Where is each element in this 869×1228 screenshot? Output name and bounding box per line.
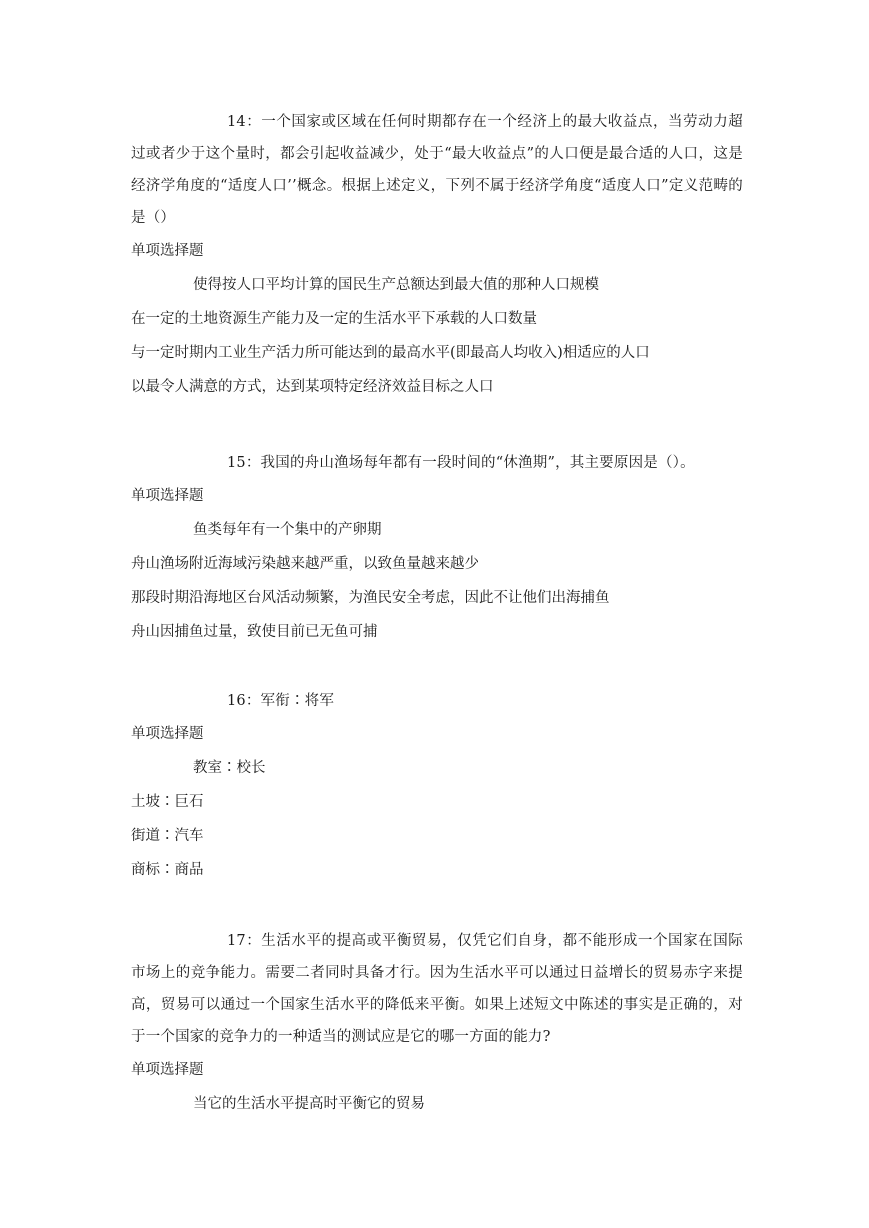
question-text: 17：生活水平的提高或平衡贸易，仅凭它们自身，都不能形成一个国家在国际市场上的竞争能力。需要二者同时具备才行。因为生活水平可以通过日益增长的贸易赤字来提高，贸易可以通过一个国家生活水平的降低来平衡。如果上述短文中陈述的事实是正确的，对于一个国家的竞争力的一种适当的测试应是它的哪一方面的能力? [131,933,743,1045]
option-a: 鱼类每年有一个集中的产卵期 [193,522,382,538]
question-type: 单项选择题 [131,726,204,742]
option-a: 教室∶校长 [193,760,266,776]
option-c: 那段时期沿海地区台风活动频繁，为渔民安全考虑，因此不让他们出海捕鱼 [131,590,610,606]
option-a: 当它的生活水平提高时平衡它的贸易 [193,1096,425,1112]
option-d: 商标∶商品 [131,862,204,878]
option-b: 舟山渔场附近海域污染越来越严重，以致鱼量越来越少 [131,556,479,572]
question-text: 14：一个国家或区域在任何时期都存在一个经济上的最大收益点，当劳动力超过或者少于这个量时，都会引起收益减少，处于“最大收益点”的人口便是最合适的人口，这是经济学角度的“适度人口’’概念。根据上述定义，下列不属于经济学角度“适度人口”定义范畴的是（） [131,114,743,226]
question-14 [131,106,743,404]
question-type: 单项选择题 [131,1062,204,1078]
option-d: 舟山因捕鱼过量，致使目前已无鱼可捕 [131,624,378,640]
option-a: 使得按人口平均计算的国民生产总额达到最大值的那种人口规模 [193,277,599,293]
option-b: 在一定的土地资源生产能力及一定的生活水平下承载的人口数量 [131,311,537,327]
question-text: 16：军衔∶将军 [227,693,335,709]
question-15 [131,447,743,649]
question-16 [131,685,743,887]
question-type: 单项选择题 [131,243,204,259]
option-c: 街道∶汽车 [131,828,204,844]
question-17 [131,925,743,1121]
option-b: 土坡∶巨石 [131,794,204,810]
question-text: 15：我国的舟山渔场每年都有一段时间的“休渔期”，其主要原因是（）。 [227,455,695,471]
question-type: 单项选择题 [131,488,204,504]
option-c: 与一定时期内工业生产活力所可能达到的最高水平(即最高人均收入)相适应的人口 [131,345,650,361]
option-d: 以最令人满意的方式，达到某项特定经济效益目标之人口 [131,379,494,395]
